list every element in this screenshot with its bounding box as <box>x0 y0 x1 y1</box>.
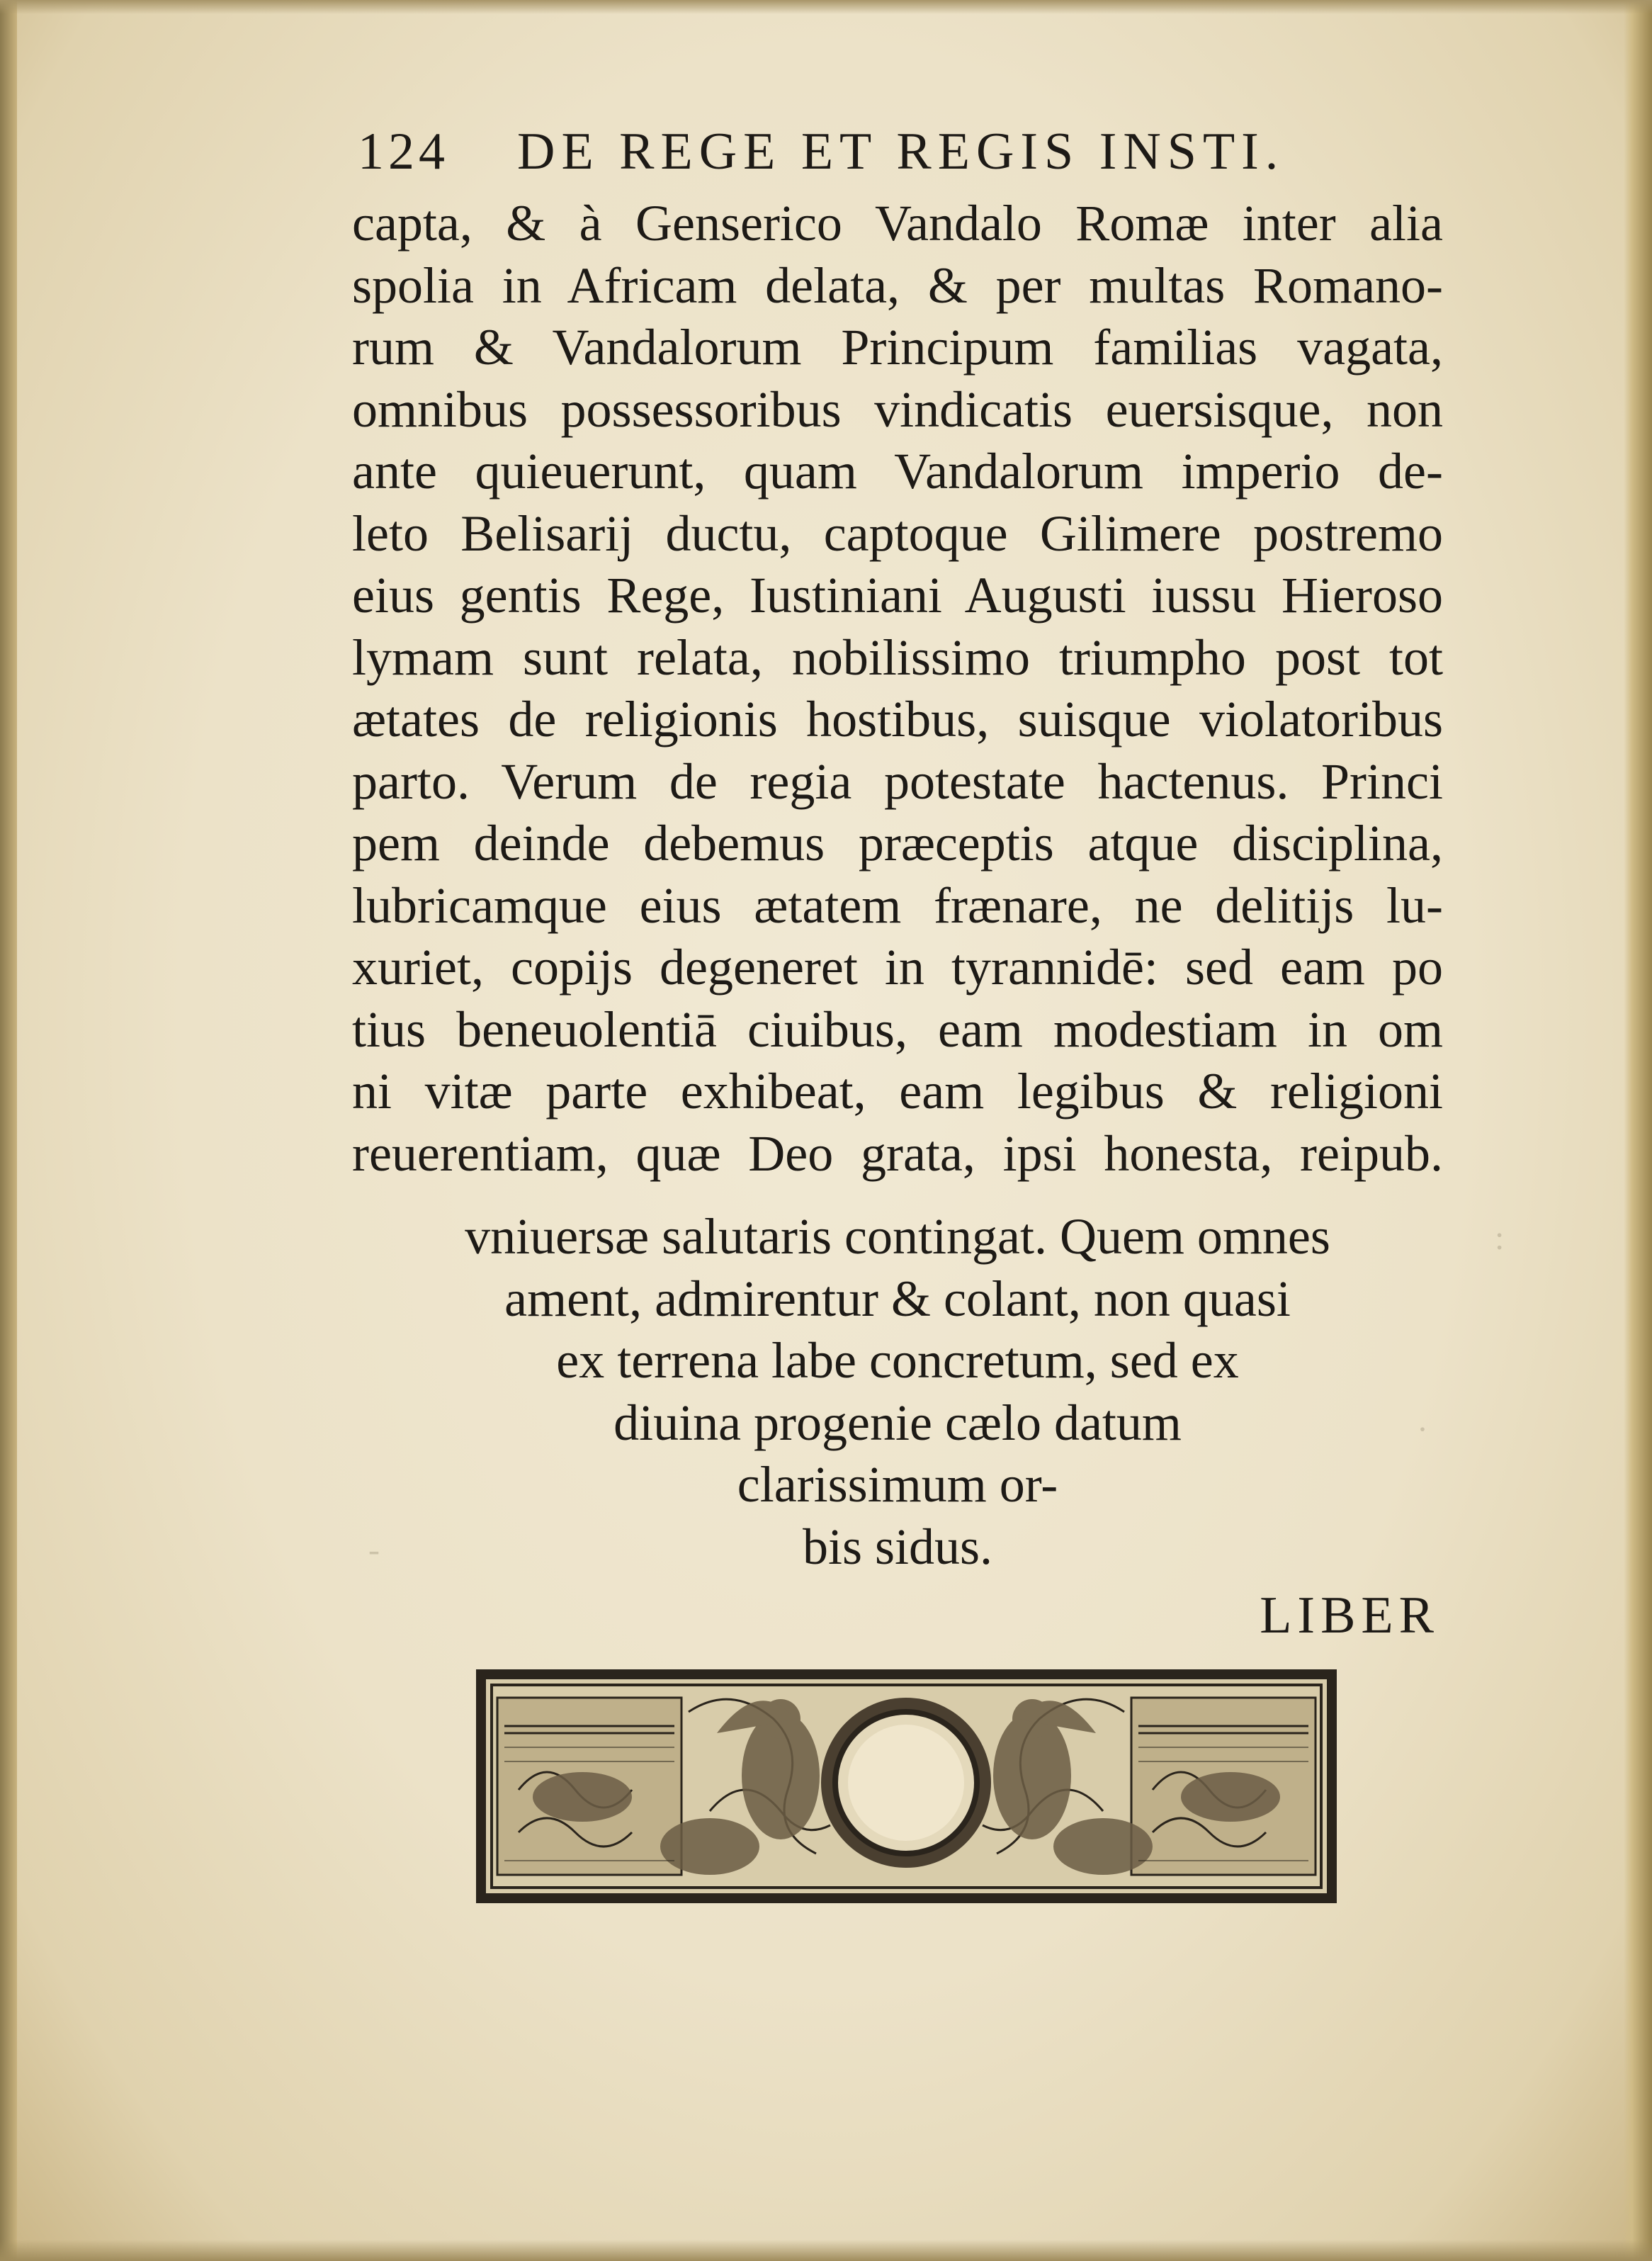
page-edge-right <box>1624 0 1652 2261</box>
text-line: ætates de religionis hostibus, suisque violatoribus <box>352 691 1443 748</box>
text-line: tius beneuolentiā ciuibus, eam modestiam in om <box>352 1000 1443 1058</box>
text-line: spolia in Africam delata, & per multas Romano- <box>352 256 1443 314</box>
text-line: omnibus possessoribus vindicatis euersisque, non <box>352 380 1443 438</box>
page-edge-bottom <box>0 2240 1652 2261</box>
page-number: 124 <box>358 123 449 181</box>
text-line: reuerentiam, quæ Deo grata, ipsi honesta, reipub. <box>352 1124 1443 1182</box>
catchword: LIBER <box>1260 1586 1439 1645</box>
text-line: rum & Vandalorum Principum familias vagata, <box>352 319 1443 376</box>
page-header <box>358 122 1435 193</box>
text-line: capta, & à Genserico Vandalo Romæ inter alia <box>352 195 1443 252</box>
page-edge-top <box>0 0 1652 14</box>
tapered-line: bis sidus. <box>802 1518 993 1575</box>
tapered-text-block <box>352 1206 1443 1578</box>
body-text <box>352 193 1443 1185</box>
page-edge-left <box>0 0 17 2261</box>
bleed-through-mark: : <box>1495 1219 1505 1257</box>
text-line: eius gentis Rege, Iustiniani Augusti iussu Hieroso <box>352 567 1443 624</box>
tapered-line: vniuersæ salutaris contingat. Quem omnes <box>465 1208 1330 1265</box>
tapered-line: clarissimum or- <box>737 1456 1058 1513</box>
text-line: ante quieuerunt, quam Vandalorum imperio de- <box>352 443 1443 500</box>
tapered-line: ex terrena labe concretum, sed ex <box>556 1332 1239 1389</box>
text-line: lubricamque eius ætatem frænare, ne delitijs lu- <box>352 876 1443 934</box>
text-line: xuriet, copijs degeneret in tyrannidē: sed eam po <box>352 939 1443 996</box>
tapered-line: diuina progenie cælo datum <box>613 1394 1182 1451</box>
text-line: lymam sunt relata, nobilissimo triumpho post tot <box>352 628 1443 686</box>
woodcut-ornament-headpiece <box>476 1669 1337 1903</box>
running-title: DE REGE ET REGIS INSTI. <box>517 123 1285 181</box>
text-line: ni vitæ parte exhibeat, eam legibus & religioni <box>352 1063 1443 1120</box>
bleed-through-mark: · <box>1417 1411 1428 1448</box>
bleed-through-mark: - <box>368 1531 380 1569</box>
tapered-line: ament, admirentur & colant, non quasi <box>504 1270 1291 1327</box>
text-line: parto. Verum de regia potestate hactenus. Princi <box>352 752 1443 810</box>
text-line: leto Belisarij ductu, captoque Gilimere postremo <box>352 504 1443 562</box>
text-line: pem deinde debemus præceptis atque disciplina, <box>352 815 1443 872</box>
